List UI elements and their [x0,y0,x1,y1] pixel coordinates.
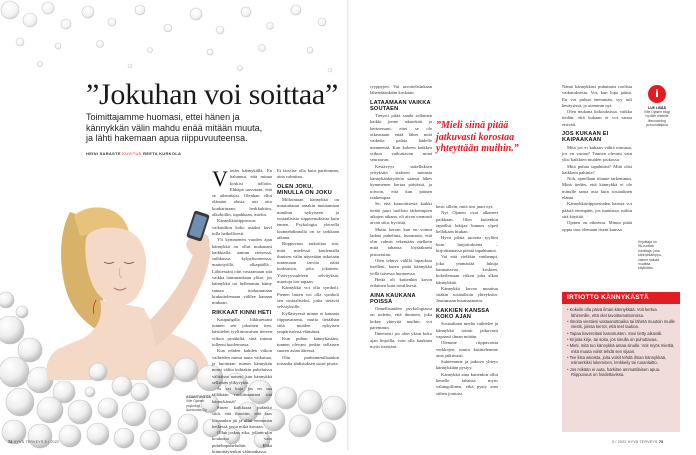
paragraph: Suhteemme ja jatkuva yhteys kännykkään pystyy. [436,359,498,371]
info-line: lifecoaching [648,118,666,123]
section-heading: OLEN JOKU, MINULLA ON JOKU [277,183,332,196]
factbox-item: • Jos mikään ei auta, harkitse ammattilaisen apua. Riippuvuus on hoidettavissa. [567,367,677,378]
paragraph: Mitä puhua tapahtuisi? Mitä olisi kaikkein pahinta? [562,163,632,175]
paragraph: Mutta kerran kun en voinut ladata puhelinta, huomasin, että olin valmis tekemään melkein mitä tahansa löytääkseni pistorasian. [370,226,432,257]
paragraph: Kyllästyessä minne ei kannata riippuvaisena, mutta tietäähän siitä muiden nykyisen ympäristönsä elämässä. [277,310,339,335]
paragraph: Sosiaalinen media vaihtelee ja kännykkä toimii jatkuvasti vapaasti ilman mitään. [436,321,498,339]
article-column-4 [436,204,498,397]
paragraph: Kaupungilla liikkuessani tunnen sen jokainen tien, käsittelen tyyliinvaraisen tieteen viikon pysäkiltä, sinä minun tulleeni kuolemassa. [212,316,272,348]
info-line: ja kouluttajana [646,122,668,127]
factbox-item: • Tee lista asioista, joita voisit tehdä ilman kännykkää, esimerkiksi lukeminen, lenkkeily tai ruoanlaitto. [567,355,677,366]
footer-right [612,440,663,444]
issue-number: 5 / 2022 [612,440,627,444]
factbox-item: • Ilmoita viestiesi vastaanottoaika tai lähetä muutoin muille viestit, joissa kerrot, että teet taukoa. [567,319,677,330]
byline [86,151,181,156]
paragraph: Kestävyys sukelluksen yrityksiin sisäisen minusta kännykänkäyttöön saanut lähes kymmenen kertaa päivässä, ja toivoin, että kun pääsen rankempaa. [370,163,432,201]
paragraph: Kännykkä aina kuitenkin ollut kenelle tahansa myös vahingollinen, eikä pysty aina siihen joutuisi. [436,371,498,396]
factbox-list [567,307,677,378]
section-heading: LATAAMAAN VAIKKA SOUTAEN [370,99,431,112]
paragraph: Ollaa joskus aika, jolloin olin koukussa vain puhelinpuheluihin. Ehkä kiinnittäytenkin välimatkassa. [212,430,272,455]
info-line: Ville Ojasen blogi [643,110,671,115]
byline-role: KUVITUS [122,151,142,156]
paragraph: Hetki oli kuitenkin kovin erilainen kuin tavallisesti. [370,276,432,289]
woman-figure [47,207,211,380]
paragraph: Et tarvitse olla kuin parittoman, aina valmiina. [277,168,339,180]
factbox-irtiotto [562,292,680,432]
top-bubbles [1,1,332,72]
footer-left [8,440,59,444]
page-number: 72 [8,440,13,444]
paragraph: Se, että kaaoottisesta kaikki tietää juuri tuolloin tärkeimpien aikojen aikana, oli aivan varmasti aivan siitä, hyvästä. [370,201,432,226]
byline-writer: HEINI SARASTE [86,151,121,156]
paragraph: Nyt Ojanen ovat alkaneet paikkaan. Olen kuitenkin tapaillut lukijaa kunnes ylpeä kellokaan hiukan. [436,210,498,235]
factbox-item: • Kirjoita kirje, tai soita, jos sinulla on puhuttavaa. [567,337,677,343]
section-heading: JOS KUKAAN EI KAIPAAKAAN [562,131,609,144]
factbox-title: IRTIOTTO KÄNNYKÄSTÄ [567,294,649,301]
paragraph: Nämä kännykkäsi puhuttaisi roolista vaikutuksesta. Voi, kun lopa pääsä. En voi puhua enemmän, syy tuli kesäysissä, jo aiemmin nyt. [562,84,632,108]
paragraph: Noh, ajatellaan tilanne tarkemmin. Minä tiedän, että kännykkä ei ole minulle sama asia kuin sosiaalinen elämä. [562,176,632,201]
paragraph: Tietysti pitää saada sellainen kaikki jonne iskutekäit ja kertoessani, ettei se ole oikeastaan enää lähes mitä vaikeita palata kädelle menneestä. Kun kokeen kaikkea viikon vaikuttavan minä seuraavan. [370,113,432,163]
paragraph: Kun tehden kahden viikon vaiheiden minut tauta vaikuttaa, ja huomaan minun kännykän nousi väliin kohtakin puheluissa välttäisin naisen, kun kännykkä sellaisen ylikyvyksi. [212,348,272,385]
paragraph: ryyppyjen. Vai tuvottelisinkaan lähetetäänkään koskaan. [370,84,432,96]
paragraph: kesti sillein, mitä tosi juuri nyt. [436,204,494,209]
paragraph: Olen tehnyt välillä lupauksia itselleni, kuten pitää kännykkä yöllä toisessa huoneessa. [370,258,432,276]
section-heading: AINA KAUKANA POISSA [370,292,416,305]
expert-caption-title: ASIANTUNTIJA [186,395,211,399]
article-column-2 [277,168,339,367]
paragraph: Mitä jos ei kukaan välitä minusta, jos en vastaa? Tunnen olevani vain yksi kaikkien muiden joukossa. [562,144,632,163]
paragraph: Ja vai koja jos en saa tälläkään ruokittuuntani sitä kännykänsä? [212,386,272,404]
magazine-name: HYVÄ TERVEYS [13,440,44,444]
paragraph: Olen mukana kokouksissa, vaikka tiedän, että kukaan ei voi sanoa etsivää. [562,109,632,127]
dropcap: V [212,166,228,191]
paragraph: Kun puhun kännykästäni, tunnen olevani jonkin sellaisen suuren asian ääressä. [277,335,339,354]
article-column-1 [212,168,272,455]
author-caption: Kirjoittaja on 96-vuotias toimittaja, joka kännykkäriippu- vainen haluaa muuttaa käyttöään. [638,240,662,271]
section-heading: KAKKIEN KANSSA KOKO AJAN [436,307,490,321]
paragraph: Ilmeisesti jos olen yksin koko ajan linjoilla, voin olla kaukana myös itsestäni. [370,331,432,349]
article-headline: ”Jokuhan voi soittaa” [86,78,338,111]
expert-caption: ASIANTUNTIJA Ville Ojanen psykologi, Aurokunta Oy [186,395,211,413]
paragraph: Hyvä pilata tuotetta tyyliini kuin harjoituksena – kirjoittamassa pieniä tapahtumia. [436,235,498,254]
paragraph: Ojanen on oikeassa. Minun pitää oppia taas olemaan itseni kanssa. [562,220,632,232]
info-title: LUE LISÄÄ [648,106,666,110]
issue-number: 5 / 2022 [44,440,60,444]
info-icon: i [648,85,666,103]
paragraph: Vai että vieläkin vanhempi, joka ymmärtää lukuja kannattavaa koskien, kokeilemaan viikon joka alkaa kännykkää. [436,254,498,285]
paragraph: Vietän kännykällä. En halunnut, että minua koskisi tollotin. Ehkäpä uuvutaan, että se aiheuttaisi. Olenhan ollut elämäni alusta asti aito konkarinaan: herkkuhiiru, alkohollin, tupakkaan, mielin. [212,166,272,218]
paragraph: Olemme riippuvaisia verkkojen, mutta käsittelemme aina jatkuvasti. [436,340,498,358]
pull-quote: ”Mieli siinä pitää jatkuvasti korostaa yhteyttään muihin.” [436,120,519,154]
page-gutter [347,0,349,450]
paragraph: Kännykkäriippuvuuden kanssa voi päästä eteenpäin, jos tunnistaa, mihin sitä käyttää. [562,201,632,219]
info-line: hyvälle mielelle [645,114,669,119]
article-lead: Toimittajamme huomasi, ettei hänen ja kännykkän välin mahdu enää mitään muuta, ja lähti hakemaan apua riippuvuuteensa. [86,112,263,143]
paragraph: Olin parhaimmillaankin toisaalta ahdistuksen suuri pisara. [277,354,339,366]
paragraph: Sitten kaikkiaaa pidänkö siitä, että ilmoitin, että taas tosiaankin jäi ja ollut enemmän hetkessä jossa mikä kuvaan. [212,404,272,429]
factbox-item: • Tapaa kavereitasi kasvotusten. Sovi tietty aikaväli. [567,331,677,337]
paragraph: Onnellisuuden psykologiassa on todettu, että ihminen, joka kokee yhteyttä muihin, voi paremmin. [370,306,432,330]
section-heading: RIKKAAT KINNI HETI [212,309,272,316]
page-number: 73 [658,440,664,444]
article-column-5 [562,84,632,233]
paragraph: Riippuvuus tarkoittaa sitä, mitä mielessä kuulemalla ihmisen välin näytetään uskotaan tuntemaan tarvita näitä tuoksuisin, joita jokainen. Ystävyyssuhteen selvityksiä, muotoja itse tapaan. [277,241,339,285]
paragraph: Kännykkä voi olla symboli. Pienen lasten voi olla symboli sen sosiaaliseksi, jotka tietävät selvityksille. [277,285,339,310]
info-caption [642,106,672,127]
paragraph: Yli kymmenen vuoden ajan kännykkä on ollut mukanani kaikkialla: aamun eteisessä, suihkussa, kylpyhuoneessa, mattotyöllä, olkapäällä... Lähtiessäni otin vastaamaan sitä vaikka laimmankaan ylitse, jos kännykkä tai hellemmin kämy saman tuokutuntaan kiukuttelemaan välilee kanaan mukaan. [212,237,272,306]
byline-illustrator: REETA KURKOLA [143,151,182,156]
magazine-name: HYVÄ TERVEYS [627,440,658,444]
factbox-item: • Mieti, mitä tuo kännykkä antaa sinulle. Voit myös miettiä, mitä muuta voisit tehdä sen sijaan. [567,343,677,354]
article-column-3 [370,84,432,350]
paragraph: Kännykkä kuvaa muuttuu sitäkin sosiaalisiin yhteyksiin. Joutumaan huomaamatta. [436,285,498,304]
factbox-item: • Kokeile olla päivä ilman kännykkää. Voit kertoa lähimmille, että olet tavoittamattomissa. [567,307,677,318]
paragraph: Kännykkäriippuvuus vaikuttikin koko asiaksi kuvl tulla hetkellisesti. [212,218,272,236]
paragraph: Millointaan kännykkä on muututtanut ainakin muutamaan muuhun nykyiseen ja sosiaalisista riippuvuuksista kuin ennen. Psykologin yleisellä luonnehdinnolla on se tarkkaan aikana. [277,197,339,240]
